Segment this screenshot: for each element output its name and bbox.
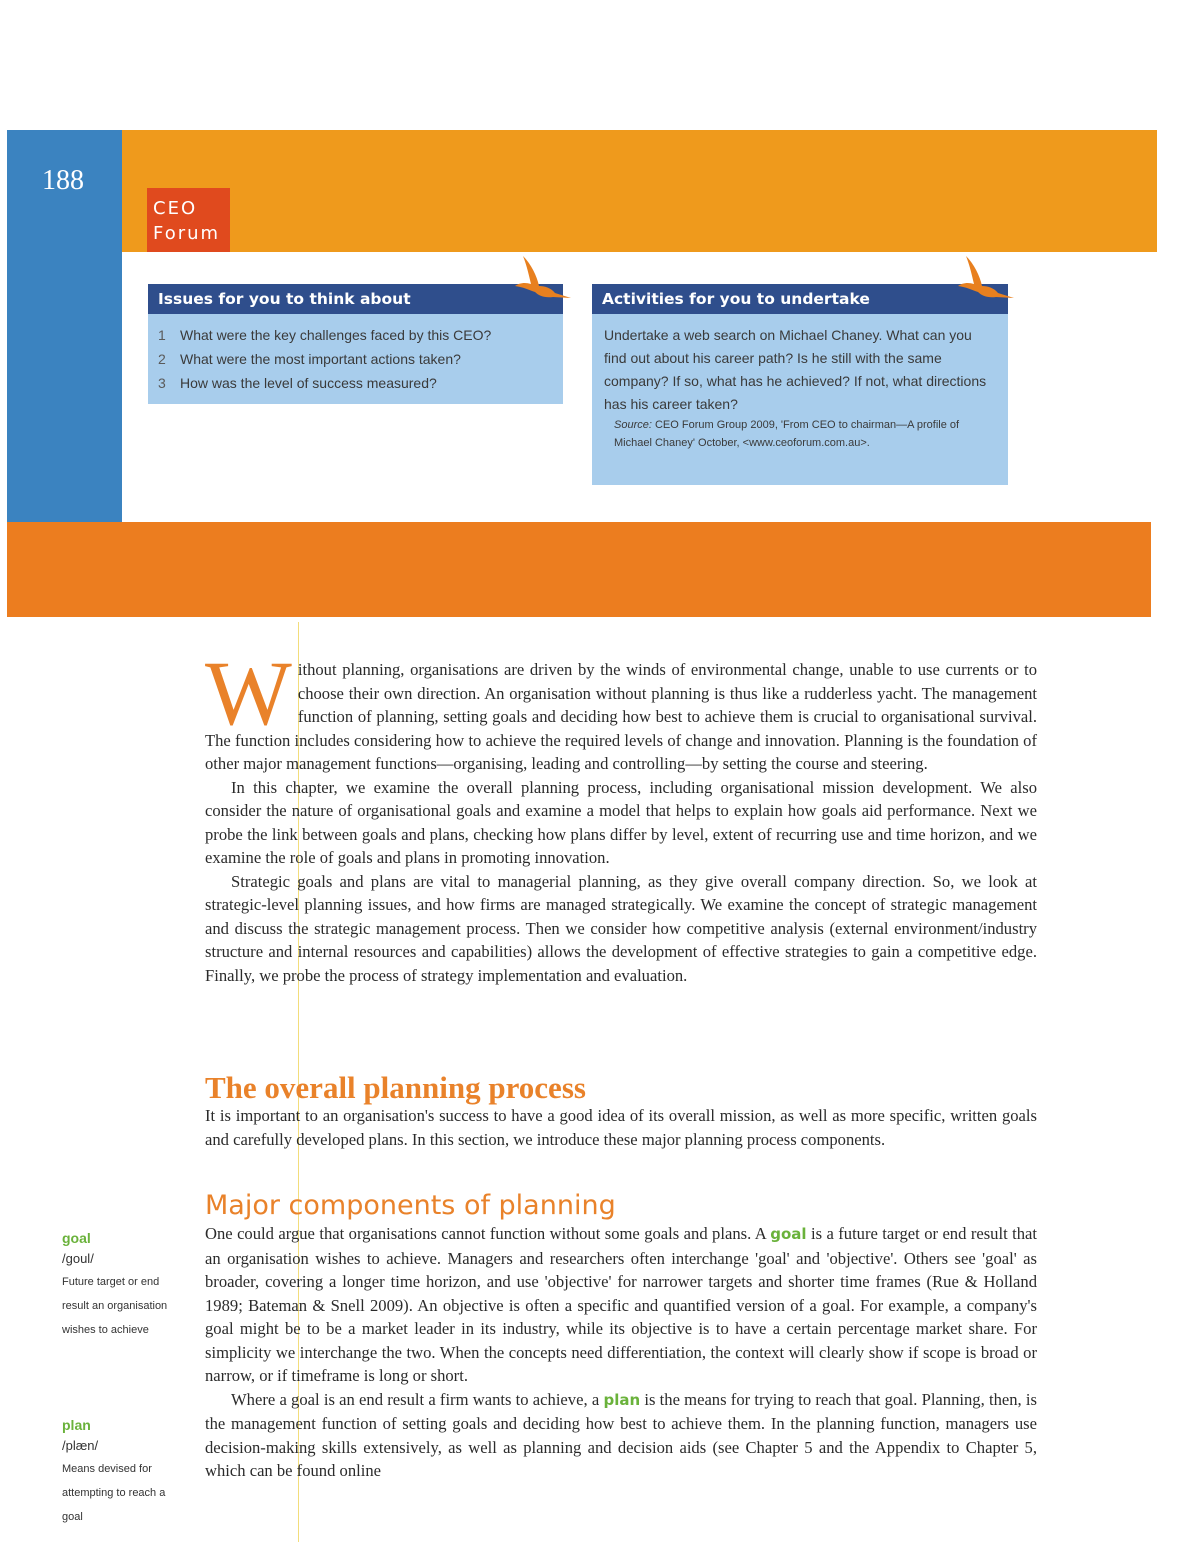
item-text: What were the key challenges faced by this CEO? <box>180 327 492 343</box>
keyword-goal: goal <box>770 1225 807 1243</box>
margin-term-goal <box>62 1228 177 1342</box>
paragraph-text: Where a goal is an end result a firm wants to achieve, a <box>231 1389 604 1409</box>
bird-icon <box>505 252 575 318</box>
page-number: 188 <box>42 165 84 196</box>
section2-paragraph-1 <box>205 1222 1037 1388</box>
margin-term-pronunciation: /goul/ <box>62 1251 94 1266</box>
activities-source <box>592 416 1008 452</box>
header-band-orange <box>122 130 1157 252</box>
intro-paragraph-3: Strategic goals and plans are vital to managerial planning, as they give overall company direction. So, we look at strategic-level planning issues, and how firms are managed strategically. We examine the concept of strategic management and discuss the strategic management process. Then we consider how competitive analysis (external environment/industry structure and internal resources and capabilities) allows the development of effective strategies to gain a competitive edge. Finally, we probe the process of strategy implementation and evaluation. <box>205 871 1037 985</box>
item-number: 2 <box>158 351 166 367</box>
intro-paragraph-1 <box>205 642 1037 776</box>
margin-term-word: plan <box>62 1417 91 1433</box>
source-text: CEO Forum Group 2009, 'From CEO to chairman—A profile of Michael Chaney' October, <www.ceoforum.com.au>. <box>614 419 960 449</box>
subsection-heading-major-components: Major components of planning <box>205 1190 616 1221</box>
paragraph-text: is a future target or end result that an organisation wishes to achieve. Managers and researchers often interchange 'goal' and 'objective'. Others see 'goal' as broader, covering a longer time horizon, and use 'objective' for narrower targets and shorter time frames (Rue & Holland 1989; Bateman & Snell 2009). An objective is often a specific and quantified version of a goal. For example, a company's goal might be to be a market leader in its industry, while its objective is to have a certain percentage market share. For simplicity we interchange the two. When the concepts need differentiation, the context will clearly show if scope is broad or narrow, or if timeframe is long or short. <box>205 1224 1038 1385</box>
activities-box <box>592 284 1008 485</box>
list-item <box>158 371 563 395</box>
section1-paragraph: It is important to an organisation's success to have a good idea of its overall mission, as well as more specific, written goals and carefully developed plans. In this section, we introduce these major planning process components. <box>205 1106 1037 1149</box>
ceo-forum-tag <box>147 188 230 252</box>
margin-term-pronunciation: /plæn/ <box>62 1438 99 1453</box>
section-heading-overall-planning: The overall planning process <box>205 1070 586 1105</box>
margin-term-word: goal <box>62 1230 91 1246</box>
paragraph-text: is the means for trying to reach that goal. Planning, then, is the management function of setting goals and deciding how best to achieve them. In the planning function, managers use decision-making skills extensively, as well as planning and decision aids (see Chapter 5 and the Appendix to Chapter 5, which can be found online <box>205 1389 1037 1480</box>
activities-body: Undertake a web search on Michael Chaney. What can you find out about his career path? Is he still with the same company? If so, what has he achieved? If not, what directions has his career taken? <box>604 327 987 412</box>
ceo-tag-line1: CEO <box>153 198 198 219</box>
item-number: 1 <box>158 327 166 343</box>
activities-box-title: Activities for you to undertake <box>592 284 1008 314</box>
header-band-lower <box>7 522 1151 617</box>
margin-term-definition: Means devised for attempting to reach a goal <box>62 1463 166 1523</box>
source-label: Source: <box>614 419 652 431</box>
issues-list <box>148 314 563 395</box>
issues-box-title: Issues for you to think about <box>148 284 563 314</box>
intro-paragraph-2: In this chapter, we examine the overall planning process, including organisational mission development. We also consider the nature of organisational goals and examine a model that helps to explain how goals aid performance. Next we probe the link between goals and plans, checking how plans differ by level, extent of recurring use and time horizon, and we examine the role of goals and plans in promoting innovation. <box>205 777 1037 867</box>
item-number: 3 <box>158 375 166 391</box>
issues-box <box>148 284 563 404</box>
intro-text <box>205 642 1037 987</box>
margin-term-plan <box>62 1415 177 1529</box>
section2-text <box>205 1222 1037 1483</box>
header-side-blue <box>7 250 122 525</box>
keyword-plan: plan <box>603 1390 641 1409</box>
paragraph-text: ithout planning, organisations are driven by the winds of environmental change, unable to use currents or to choose their own direction. An organisation without planning is thus like a rudderless yacht. The management function of planning, setting goals and deciding how best to achieve them is crucial to organisational survival. The function includes considering how to achieve the required levels of change and innovation. Planning is the foundation of other major management functions—organising, leading and controlling—by setting the course and steering. <box>205 660 1037 773</box>
item-text: What were the most important actions taken? <box>180 351 461 367</box>
margin-term-definition: Future target or end result an organisation wishes to achieve <box>62 1276 168 1336</box>
ceo-tag-line2: Forum <box>153 223 221 244</box>
paragraph-text: One could argue that organisations cannot function without some goals and plans. A <box>205 1224 771 1243</box>
list-item <box>158 347 563 371</box>
section1-text <box>205 1104 1037 1151</box>
section2-paragraph-2 <box>205 1388 1037 1483</box>
item-text: How was the level of success measured? <box>180 375 437 391</box>
list-item <box>158 323 563 347</box>
bird-icon <box>948 252 1018 318</box>
dropcap: W <box>205 642 292 744</box>
